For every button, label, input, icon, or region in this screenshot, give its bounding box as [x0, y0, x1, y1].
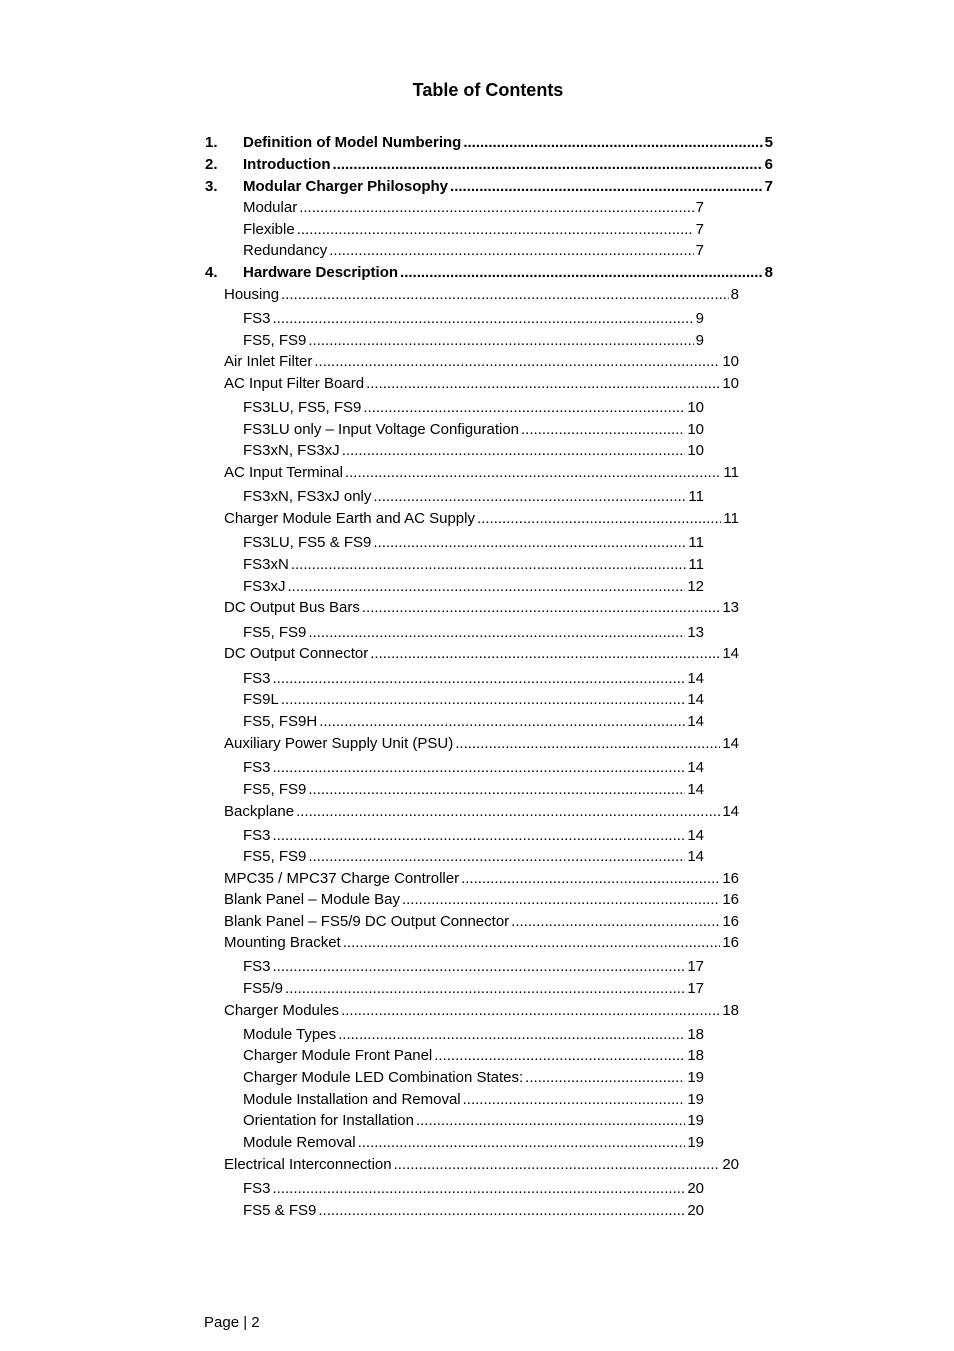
toc-entry-label: Backplane: [224, 803, 295, 820]
toc-leader-dots: [281, 285, 729, 305]
toc-entry-label: FS3: [243, 827, 271, 844]
toc-leader-dots: [343, 933, 721, 953]
toc-entry[interactable]: [224, 734, 739, 754]
toc-entry-page: 14: [722, 645, 739, 662]
toc-leader-dots: [308, 623, 685, 643]
toc-leader-dots: [455, 734, 720, 754]
toc-leader-dots: [338, 1025, 685, 1045]
page-title: Table of Contents: [412, 80, 564, 100]
toc-entry-page: 19: [687, 1134, 704, 1151]
toc-leader-dots: [273, 758, 686, 778]
toc-leader-dots: [273, 1179, 686, 1199]
toc-entry-label: FS3: [243, 670, 271, 687]
toc-entry-page: 12: [687, 578, 704, 595]
toc-entry-page: 7: [764, 178, 773, 195]
toc-entry[interactable]: [224, 598, 739, 618]
toc-leader-dots: [434, 1046, 685, 1066]
toc-entry-label: Orientation for Installation: [243, 1112, 414, 1129]
toc-entry[interactable]: [243, 1068, 704, 1088]
toc-leader-dots: [273, 826, 686, 846]
toc-entry-page: 16: [722, 934, 739, 951]
toc-entry-page: 10: [722, 375, 739, 392]
toc-entry[interactable]: [243, 1025, 704, 1045]
toc-entry-page: 17: [687, 980, 704, 997]
toc-entry[interactable]: [205, 263, 773, 283]
toc-entry-label: Redundancy: [243, 242, 328, 259]
toc-leader-dots: [308, 780, 685, 800]
toc-leader-dots: [332, 155, 762, 175]
toc-entry[interactable]: [224, 509, 739, 529]
toc-entry-page: 5: [764, 134, 773, 151]
toc-leader-dots: [394, 1155, 721, 1175]
toc-entry-label: FS5, FS9: [243, 332, 307, 349]
toc-leader-dots: [341, 1001, 720, 1021]
toc-entry-page: 19: [687, 1112, 704, 1129]
toc-leader-dots: [362, 598, 720, 618]
toc-entry-label: Module Installation and Removal: [243, 1091, 461, 1108]
toc-entry-page: 6: [764, 156, 773, 173]
toc-entry-label: Module Types: [243, 1026, 337, 1043]
toc-entry-label: DC Output Connector: [224, 645, 369, 662]
toc-entry-label: MPC35 / MPC37 Charge Controller: [224, 870, 460, 887]
toc-entry-page: 20: [687, 1202, 704, 1219]
toc-entry-page: 7: [695, 199, 704, 216]
toc-entry-label: Hardware Description: [243, 264, 399, 281]
toc-leader-dots: [329, 241, 693, 261]
toc-entry-page: 14: [687, 713, 704, 730]
toc-entry-label: Air Inlet Filter: [224, 353, 313, 370]
toc-entry-label: FS3xN, FS3xJ only: [243, 488, 372, 505]
toc-entry-label: FS3xN: [243, 556, 289, 573]
toc-leader-dots: [297, 220, 694, 240]
toc-leader-dots: [450, 177, 763, 197]
toc-entry-label: FS3: [243, 958, 271, 975]
toc-entry[interactable]: [243, 487, 704, 507]
toc-leader-dots: [291, 555, 687, 575]
toc-leader-dots: [525, 1068, 685, 1088]
toc-leader-dots: [363, 398, 685, 418]
toc-leader-dots: [319, 712, 685, 732]
toc-entry[interactable]: [224, 890, 739, 910]
toc-entry[interactable]: [243, 220, 704, 240]
toc-entry-label: FS9L: [243, 691, 279, 708]
toc-entry-label: AC Input Terminal: [224, 464, 343, 481]
toc-entry[interactable]: [224, 1001, 739, 1021]
toc-entry[interactable]: [243, 331, 704, 351]
toc-entry[interactable]: [243, 957, 704, 977]
toc-entry-number: 3.: [205, 178, 218, 195]
toc-entry-page: 14: [687, 691, 704, 708]
toc-leader-dots: [288, 577, 686, 597]
toc-entry[interactable]: [243, 309, 704, 329]
toc-entry-page: 14: [722, 735, 739, 752]
toc-entry-page: 14: [687, 670, 704, 687]
toc-entry[interactable]: [243, 1201, 704, 1221]
toc-entry[interactable]: [224, 802, 739, 822]
toc-leader-dots: [373, 487, 686, 507]
toc-entry[interactable]: [243, 690, 704, 710]
toc-entry-page: 14: [687, 759, 704, 776]
toc-entry-label: FS3LU only – Input Voltage Configuration: [243, 421, 520, 438]
toc-entry[interactable]: [243, 198, 704, 218]
toc-entry-page: 7: [695, 221, 704, 238]
toc-entry-page: 18: [687, 1026, 704, 1043]
toc-entry-page: 8: [730, 286, 739, 303]
toc-leader-dots: [273, 957, 686, 977]
toc-entry-label: Mounting Bracket: [224, 934, 341, 951]
toc-entry[interactable]: [205, 155, 773, 175]
toc-entry-page: 16: [722, 913, 739, 930]
toc-leader-dots: [314, 352, 720, 372]
toc-entry-label: FS3: [243, 1180, 271, 1197]
toc-entry-label: Charger Module LED Combination States:: [243, 1069, 524, 1086]
toc-leader-dots: [416, 1111, 685, 1131]
toc-entry-number: 2.: [205, 156, 218, 173]
toc-entry-page: 19: [687, 1069, 704, 1086]
toc-entry-page: 18: [722, 1002, 739, 1019]
toc-entry[interactable]: [243, 758, 704, 778]
toc-entry-page: 7: [695, 242, 704, 259]
toc-leader-dots: [308, 331, 693, 351]
toc-entry-page: 11: [688, 556, 704, 573]
toc-leader-dots: [400, 263, 763, 283]
toc-entry[interactable]: [243, 826, 704, 846]
toc-leader-dots: [296, 802, 720, 822]
toc-entry[interactable]: [243, 1179, 704, 1199]
toc-leader-dots: [273, 309, 694, 329]
toc-leader-dots: [358, 1133, 686, 1153]
toc-leader-dots: [511, 912, 720, 932]
toc-entry[interactable]: [205, 177, 773, 197]
toc-leader-dots: [461, 869, 720, 889]
toc-entry-label: FS5, FS9H: [243, 713, 318, 730]
toc-entry-label: FS5/9: [243, 980, 284, 997]
toc-leader-dots: [285, 979, 685, 999]
toc-entry[interactable]: [243, 533, 704, 553]
toc-entry[interactable]: [243, 780, 704, 800]
toc-leader-dots: [273, 669, 686, 689]
toc-entry-page: 11: [723, 510, 739, 527]
toc-leader-dots: [521, 420, 685, 440]
toc-entry-label: Electrical Interconnection: [224, 1156, 392, 1173]
toc-entry-page: 14: [687, 827, 704, 844]
toc-entry[interactable]: [224, 1155, 739, 1175]
toc-entry-label: DC Output Bus Bars: [224, 599, 360, 616]
toc-entry-label: Blank Panel – FS5/9 DC Output Connector: [224, 913, 510, 930]
toc-entry[interactable]: [243, 979, 704, 999]
toc-entry-page: 20: [722, 1156, 739, 1173]
toc-leader-dots: [373, 533, 686, 553]
toc-entry-label: FS3: [243, 310, 271, 327]
toc-entry-number: 4.: [205, 264, 218, 281]
toc-entry[interactable]: [243, 441, 704, 461]
toc-entry-page: 17: [687, 958, 704, 975]
toc-entry[interactable]: [243, 577, 704, 597]
toc-entry-page: 16: [722, 891, 739, 908]
toc-entry[interactable]: [224, 644, 739, 664]
toc-entry[interactable]: [224, 933, 739, 953]
toc-entry[interactable]: [224, 912, 739, 932]
toc-entry-label: FS3xJ: [243, 578, 286, 595]
toc-entry-label: Housing: [224, 286, 280, 303]
toc-entry-label: Auxiliary Power Supply Unit (PSU): [224, 735, 454, 752]
toc-leader-dots: [299, 198, 693, 218]
page-footer: Page | 2: [204, 1314, 260, 1331]
toc-entry-page: 14: [687, 848, 704, 865]
toc-entry[interactable]: [243, 420, 704, 440]
toc-leader-dots: [342, 441, 686, 461]
toc-entry-page: 11: [688, 534, 704, 551]
toc-entry-label: Definition of Model Numbering: [243, 134, 462, 151]
toc-entry-label: FS5 & FS9: [243, 1202, 317, 1219]
toc-entry-label: FS5, FS9: [243, 781, 307, 798]
toc-leader-dots: [318, 1201, 685, 1221]
toc-leader-dots: [345, 463, 721, 483]
toc-entry-page: 14: [687, 781, 704, 798]
toc-entry-label: Blank Panel – Module Bay: [224, 891, 400, 908]
toc-entry-label: AC Input Filter Board: [224, 375, 365, 392]
toc-leader-dots: [281, 690, 685, 710]
toc-leader-dots: [402, 890, 720, 910]
toc-entry-label: FS5, FS9: [243, 848, 307, 865]
toc-leader-dots: [477, 509, 721, 529]
toc-entry[interactable]: [224, 352, 739, 372]
toc-entry[interactable]: [243, 1046, 704, 1066]
toc-entry-page: 13: [722, 599, 739, 616]
toc-entry-page: 9: [695, 332, 704, 349]
toc-leader-dots: [370, 644, 720, 664]
toc-entry[interactable]: [243, 847, 704, 867]
toc-leader-dots: [366, 374, 720, 394]
toc-entry[interactable]: [243, 669, 704, 689]
toc-entry-label: Charger Module Earth and AC Supply: [224, 510, 475, 527]
toc-entry-page: 11: [688, 488, 704, 505]
toc-entry-label: Introduction: [243, 156, 331, 173]
toc-entry[interactable]: [224, 285, 739, 305]
toc-entry[interactable]: [224, 463, 739, 483]
toc-entry-label: Modular Charger Philosophy: [243, 178, 449, 195]
toc-entry-page: 19: [687, 1091, 704, 1108]
toc-leader-dots: [463, 1090, 686, 1110]
toc-leader-dots: [463, 133, 762, 153]
toc-entry[interactable]: [224, 374, 739, 394]
toc-entry[interactable]: [243, 241, 704, 261]
toc-entry-page: 14: [722, 803, 739, 820]
toc-entry-page: 9: [695, 310, 704, 327]
toc-entry-label: Module Removal: [243, 1134, 356, 1151]
toc-entry[interactable]: [243, 623, 704, 643]
toc-entry-page: 10: [687, 421, 704, 438]
toc-entry[interactable]: [243, 1133, 704, 1153]
toc-entry-number: 1.: [205, 134, 218, 151]
toc-entry[interactable]: [205, 133, 773, 153]
toc-entry-page: 10: [687, 442, 704, 459]
toc-entry-label: Flexible: [243, 221, 295, 238]
toc-entry[interactable]: [243, 712, 704, 732]
toc-entry-label: FS3: [243, 759, 271, 776]
toc-entry-page: 13: [687, 624, 704, 641]
toc-entry[interactable]: [243, 555, 704, 575]
toc-entry-page: 20: [687, 1180, 704, 1197]
toc-entry-label: FS3LU, FS5, FS9: [243, 399, 362, 416]
toc-entry[interactable]: [224, 869, 739, 889]
toc-entry-label: Modular: [243, 199, 298, 216]
toc-entry-page: 18: [687, 1047, 704, 1064]
toc-entry-label: FS3xN, FS3xJ: [243, 442, 340, 459]
toc-entry-label: Charger Module Front Panel: [243, 1047, 433, 1064]
toc-entry-label: FS3LU, FS5 & FS9: [243, 534, 372, 551]
toc-entry[interactable]: [243, 1090, 704, 1110]
toc-leader-dots: [308, 847, 685, 867]
toc-entry-page: 8: [764, 264, 773, 281]
toc-entry-page: 10: [722, 353, 739, 370]
toc-entry-page: 11: [723, 464, 739, 481]
toc-entry[interactable]: [243, 1111, 704, 1131]
toc-entry-label: Charger Modules: [224, 1002, 340, 1019]
toc-entry[interactable]: [243, 398, 704, 418]
toc-entry-page: 10: [687, 399, 704, 416]
toc-entry-page: 16: [722, 870, 739, 887]
toc-entry-label: FS5, FS9: [243, 624, 307, 641]
